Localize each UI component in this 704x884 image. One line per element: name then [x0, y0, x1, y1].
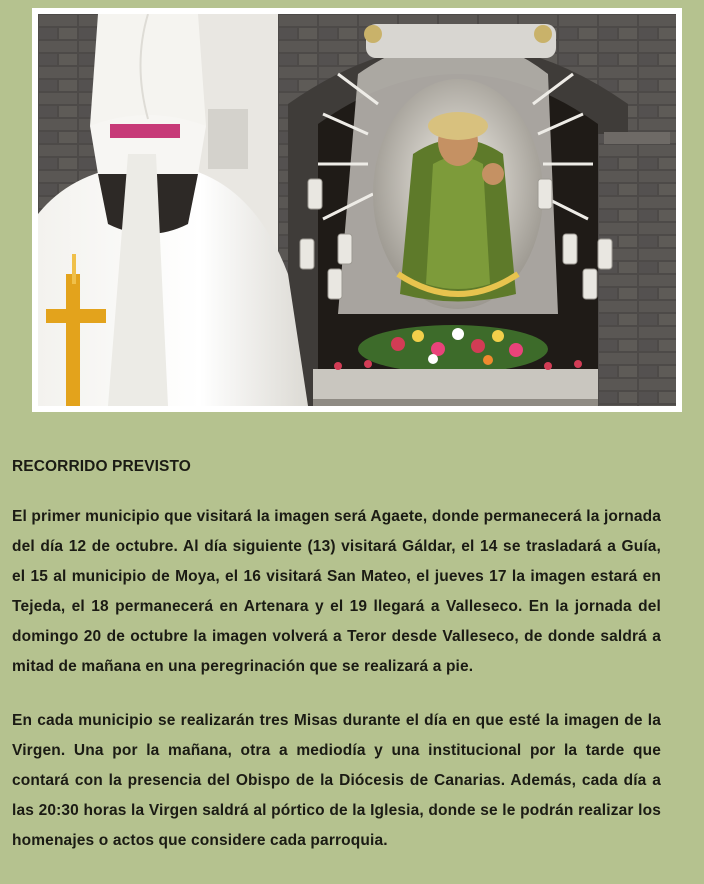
- article-photo-frame: [32, 8, 682, 412]
- paragraph-masses: En cada municipio se realizarán tres Misas durante el día en que esté la imagen de la Virgen. Una por la mañana, otra a mediodía y una institucional por la tarde que contará con la presencia del Obispo de la Diócesis de Canarias. Además, cada día a las 20:30 horas la Virgen saldrá al pórtico de la Iglesia, donde se le podrán realizar los homenajes o actos que considere cada parroquia.: [12, 712, 661, 849]
- paragraph-route: El primer municipio que visitará la imagen será Agaete, donde permanecerá la jornada del día 12 de octubre. Al día siguiente (13) visitará Gáldar, el 14 se trasladará a Guía, el 15 al municipio de Moya, el 16 visitará San Mateo, el jueves 17 la imagen estará en Tejeda, el 18 permanecerá en Artenara y el 19 llegará a Valleseco. En la jornada del domingo 20 de octubre la imagen volverá a Teror desde Valleseco, de donde saldrá a mitad de mañana en una peregrinación que se realizará a pie.: [12, 508, 661, 675]
- article-photo: [38, 14, 676, 406]
- section-heading: RECORRIDO PREVISTO: [12, 458, 191, 475]
- flower-arrangement: [358, 325, 548, 373]
- silver-platform: [313, 369, 598, 399]
- article-body: [12, 456, 661, 880]
